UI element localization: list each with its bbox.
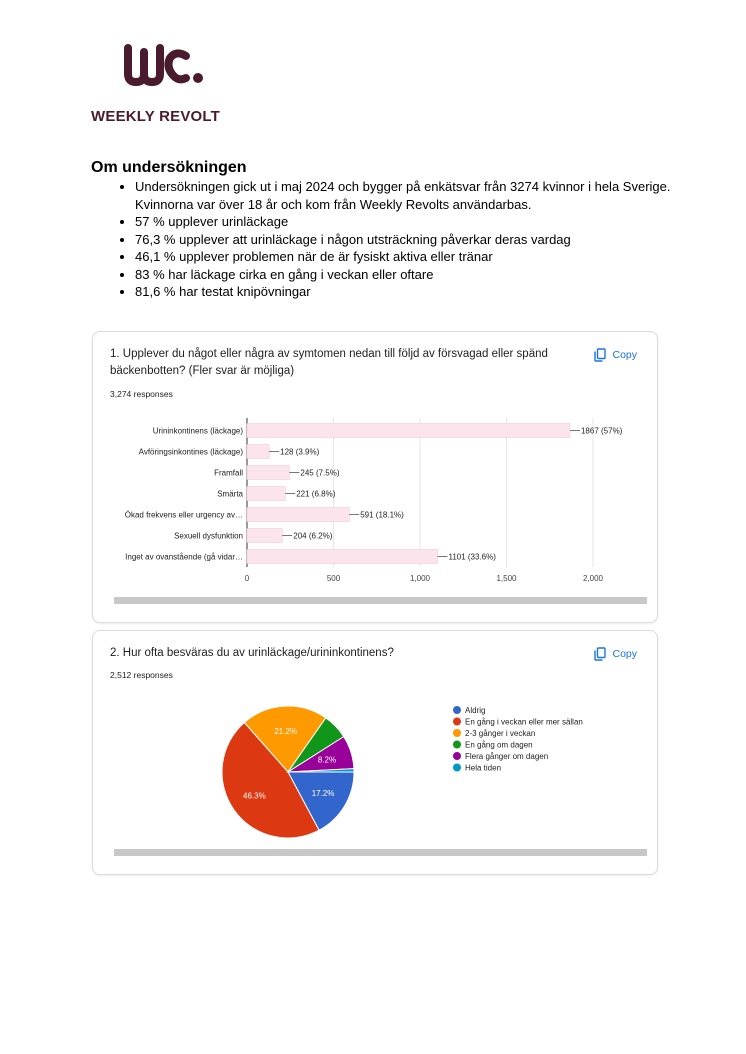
- category-label: Avföringsinkontines (läckage): [138, 447, 243, 457]
- x-tick-label: 500: [326, 574, 341, 583]
- horizontal-scrollbar[interactable]: [114, 849, 647, 856]
- legend-swatch: [453, 764, 461, 772]
- brand-name: WEEKLY REVOLT: [91, 108, 221, 125]
- bar: [247, 529, 282, 543]
- bar-chart: [93, 414, 657, 584]
- list-item: • 81,6 % har testat knipövningar: [135, 283, 695, 301]
- copy-icon: [594, 348, 606, 362]
- section-title: Om undersökningen: [91, 159, 247, 176]
- data-label: 1101 (33.6%): [448, 552, 496, 562]
- horizontal-scrollbar[interactable]: [114, 597, 647, 604]
- slice-label: 46.3%: [243, 791, 266, 801]
- x-tick-label: 1,500: [496, 574, 517, 583]
- bar: [247, 445, 269, 459]
- data-label: 204 (6.2%): [293, 531, 333, 541]
- slice-label: 8.2%: [317, 755, 337, 765]
- legend-label: 2-3 gånger i veckan: [465, 729, 536, 738]
- legend-swatch: [453, 752, 461, 760]
- response-count: 2,512 responses: [110, 670, 173, 680]
- bar: [247, 487, 285, 501]
- list-item: • 46,1 % upplever problemen när de är fysiskt aktiva eller tränar: [135, 248, 695, 266]
- category-label: Smärta: [217, 489, 243, 499]
- list-item: • 57 % upplever urinläckage: [135, 213, 695, 231]
- copy-label: Copy: [612, 349, 637, 361]
- category-label: Ökad frekvens eller urgency av…: [124, 510, 243, 520]
- logo-mark: [128, 48, 160, 82]
- legend-swatch: [453, 718, 461, 726]
- category-label: Urininkontinens (läckage): [152, 426, 243, 436]
- category-label: Framfall: [214, 468, 243, 478]
- data-label: 128 (3.9%): [280, 447, 320, 457]
- response-count: 3,274 responses: [110, 389, 173, 399]
- pie-chart: [93, 697, 657, 857]
- legend-label: Hela tiden: [465, 763, 502, 773]
- bar: [247, 508, 349, 522]
- list-item: • 83 % har läckage cirka en gång i veckan eller oftare: [135, 266, 695, 284]
- slice-label: 21.2%: [274, 727, 298, 737]
- question-card-1: [92, 331, 658, 623]
- question-card-2: [92, 630, 658, 875]
- legend-label: En gång om dagen: [465, 740, 533, 750]
- data-label: 245 (7.5%): [300, 468, 340, 478]
- copy-icon: [594, 647, 606, 661]
- data-label: 221 (6.8%): [296, 489, 336, 499]
- copy-button[interactable]: [594, 647, 637, 661]
- x-tick-label: 2,000: [582, 574, 604, 583]
- summary-list: [112, 178, 695, 301]
- copy-button[interactable]: [594, 348, 637, 362]
- bar: [247, 466, 289, 480]
- data-label: 591 (18.1%): [360, 510, 404, 520]
- legend-label: En gång i veckan eller mer sällan: [465, 717, 583, 727]
- legend-label: Flera gånger om dagen: [465, 752, 549, 761]
- legend-label: Aldrig: [465, 706, 486, 715]
- category-label: Sexuell dysfunktion: [174, 531, 243, 541]
- copy-label: Copy: [612, 648, 637, 660]
- bar: [247, 424, 570, 438]
- slice-label: 17.2%: [311, 789, 335, 799]
- category-label: Inget av ovanstående (gå vidar…: [125, 552, 243, 562]
- list-item: • Undersökningen gick ut i maj 2024 och bygger på enkätsvar från 3274 kvinnor i hela Sverige. Kvinnorna var över 18 år och kom från Weekly Revolts användarbas.: [135, 178, 695, 213]
- legend-swatch: [453, 729, 461, 737]
- legend-swatch: [453, 706, 461, 714]
- data-label: 1867 (57%): [580, 426, 623, 436]
- x-tick-label: 1,000: [409, 574, 431, 583]
- list-item: • 76,3 % upplever att urinläckage i någon utsträckning påverkar deras vardag: [135, 231, 695, 249]
- legend-swatch: [453, 741, 461, 749]
- question-title: 2. Hur ofta besväras du av urinläckage/urininkontinens?: [110, 647, 394, 659]
- bar: [247, 550, 437, 564]
- logo-dot: [193, 73, 203, 83]
- question-title: 1. Upplever du något eller några av symtomen nedan till följd av försvagad eller spänd bäckenbotten? (Fler svar är möjliga): [110, 348, 548, 377]
- logo-mark-s: [168, 53, 186, 79]
- x-tick-label: 0: [244, 574, 250, 583]
